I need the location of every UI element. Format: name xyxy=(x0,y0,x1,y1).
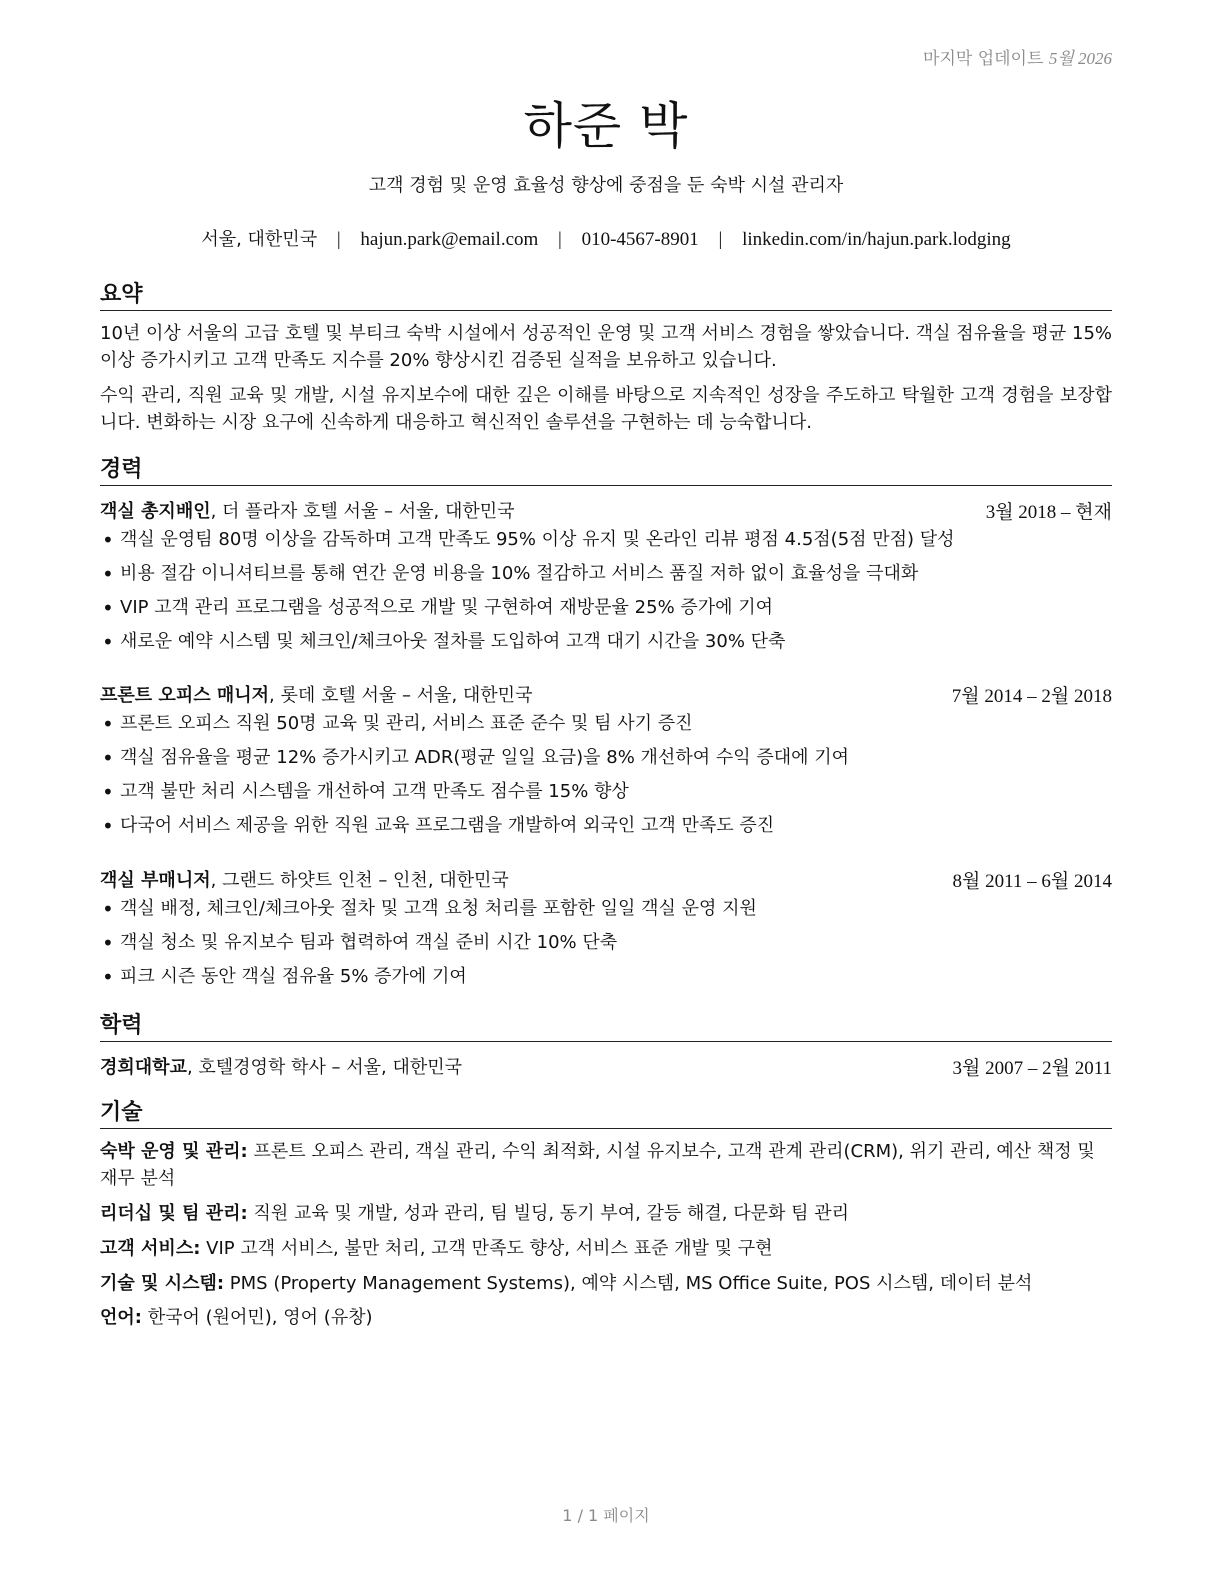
job-bullet: • VIP 고객 관리 프로그램을 성공적으로 개발 및 구현하여 재방문율 25% 증가에 기여 xyxy=(100,597,1112,631)
job-bullet: • 새로운 예약 시스템 및 체크인/체크아웃 절차를 도입하여 고객 대기 시간을 30% 단축 xyxy=(100,631,1112,665)
education-school: 경희대학교 xyxy=(100,1057,187,1078)
job-bullet: • 비용 절감 이니셔티브를 통해 연간 운영 비용을 10% 절감하고 서비스 품질 저하 없이 효율성을 극대화 xyxy=(100,563,1112,597)
section-title-experience: 경력 xyxy=(100,452,1112,486)
last-updated-label: 마지막 업데이트 xyxy=(923,49,1044,69)
skill-line xyxy=(100,1304,1112,1331)
job-title-org xyxy=(100,681,532,708)
skill-value: VIP 고객 서비스, 불만 처리, 고객 만족도 향상, 서비스 표준 개발 및 구현 xyxy=(200,1238,773,1259)
job-title-org xyxy=(100,497,515,524)
section-title-skills: 기술 xyxy=(100,1095,1112,1129)
job-org: , 롯데 호텔 서울 – 서울, 대한민국 xyxy=(269,685,533,706)
job-org: , 더 플라자 호텔 서울 – 서울, 대한민국 xyxy=(210,501,515,522)
job-header xyxy=(100,681,1112,708)
education-entry xyxy=(100,1053,1112,1080)
skill-label: 기술 및 시스템: xyxy=(100,1273,225,1294)
job-bullet: • 객실 운영팀 80명 이상을 감독하며 고객 만족도 95% 이상 유지 및 온라인 리뷰 평점 4.5점(5점 만점) 달성 xyxy=(100,529,1112,563)
skill-line xyxy=(100,1200,1112,1227)
candidate-tagline: 고객 경험 및 운영 효율성 향상에 중점을 둔 숙박 시설 관리자 xyxy=(368,175,844,196)
contact-linkedin[interactable]: linkedin.com/in/hajun.park.lodging xyxy=(742,229,1011,250)
skill-label: 리더십 및 팀 관리: xyxy=(100,1203,248,1224)
skill-label: 언어: xyxy=(100,1307,142,1328)
skill-line xyxy=(100,1138,1112,1192)
contact-line xyxy=(100,225,1112,251)
job-role: 객실 부매니저 xyxy=(100,870,211,891)
last-updated xyxy=(923,44,1112,69)
education-dates: 3월 2007 – 2월 2011 xyxy=(952,1058,1112,1079)
job-bullets xyxy=(100,898,1112,1000)
contact-email[interactable]: hajun.park@email.com xyxy=(360,229,539,250)
section-title-education: 학력 xyxy=(100,1008,1112,1042)
job-dates: 3월 2018 – 현재 xyxy=(985,502,1112,523)
job-bullet: • 다국어 서비스 제공을 위한 직원 교육 프로그램을 개발하여 외국인 고객 만족도 증진 xyxy=(100,815,1112,849)
skill-value: 한국어 (원어민), 영어 (유창) xyxy=(141,1307,373,1328)
resume-page xyxy=(100,0,1112,1584)
job-header xyxy=(100,866,1112,893)
job-bullet: • 고객 불만 처리 시스템을 개선하여 고객 만족도 점수를 15% 향상 xyxy=(100,781,1112,815)
page-number: 1 / 1 페이지 xyxy=(562,1506,650,1525)
job-dates: 8월 2011 – 6월 2014 xyxy=(952,871,1112,892)
contact-separator: | xyxy=(718,229,723,250)
candidate-name: 하준 박 xyxy=(523,97,689,155)
job-role: 프론트 오피스 매니저 xyxy=(100,685,270,706)
contact-location: 서울, 대한민국 xyxy=(201,229,318,250)
job-bullet: • 객실 배정, 체크인/체크아웃 절차 및 고객 요청 처리를 포함한 일일 객실 운영 지원 xyxy=(100,898,1112,932)
skill-value: PMS (Property Management Systems), 예약 시스템, MS Office Suite, POS 시스템, 데이터 분석 xyxy=(224,1273,1033,1294)
education-school-detail xyxy=(100,1053,462,1080)
skill-label: 숙박 운영 및 관리: xyxy=(100,1141,248,1162)
skill-line xyxy=(100,1270,1112,1297)
job-role: 객실 총지배인 xyxy=(100,501,211,522)
job-bullet: • 객실 점유율을 평균 12% 증가시키고 ADR(평균 일일 요금)을 8% 개선하여 수익 증대에 기여 xyxy=(100,747,1112,781)
summary-paragraph: 수익 관리, 직원 교육 및 개발, 시설 유지보수에 대한 깊은 이해를 바탕으로 지속적인 성장을 주도하고 탁월한 고객 경험을 보장합니다. 변화하는 시장 요구에 신속하게 대응하고 혁신적인 솔루션을 구현하는 데 능숙합니다. xyxy=(100,385,1112,433)
skill-label: 고객 서비스: xyxy=(100,1238,201,1259)
contact-separator: | xyxy=(558,229,562,250)
job-bullets xyxy=(100,529,1112,665)
job-bullet: • 객실 청소 및 유지보수 팀과 협력하여 객실 준비 시간 10% 단축 xyxy=(100,932,1112,966)
job-header xyxy=(100,497,1112,524)
job-dates: 7월 2014 – 2월 2018 xyxy=(951,686,1112,707)
skill-value: 직원 교육 및 개발, 성과 관리, 팀 빌딩, 동기 부여, 갈등 해결, 다문화 팀 관리 xyxy=(247,1203,850,1224)
contact-separator: | xyxy=(336,229,341,250)
job-bullet: • 피크 시즌 동안 객실 점유율 5% 증가에 기여 xyxy=(100,966,1112,1000)
job-bullets xyxy=(100,713,1112,849)
education-detail: , 호텔경영학 학사 – 서울, 대한민국 xyxy=(186,1057,463,1078)
job-title-org xyxy=(100,866,509,893)
section-title-summary: 요약 xyxy=(100,277,1112,311)
skill-value: 프론트 오피스 관리, 객실 관리, 수익 최적화, 시설 유지보수, 고객 관계 관리(CRM), 위기 관리, 예산 책정 및 재무 분석 xyxy=(100,1141,1095,1189)
job-org: , 그랜드 하얏트 인천 – 인천, 대한민국 xyxy=(210,870,509,891)
skill-line xyxy=(100,1235,1112,1262)
last-updated-date: 5월 2026 xyxy=(1048,49,1112,68)
contact-phone: 010-4567-8901 xyxy=(581,229,699,250)
summary-paragraph: 10년 이상 서울의 고급 호텔 및 부티크 숙박 시설에서 성공적인 운영 및 고객 서비스 경험을 쌓았습니다. 객실 점유율을 평균 15% 이상 증가시키고 고객 만족도 지수를 20% 향상시킨 검증된 실적을 보유하고 있습니다. xyxy=(100,323,1112,371)
job-bullet: • 프론트 오피스 직원 50명 교육 및 관리, 서비스 표준 준수 및 팀 사기 증진 xyxy=(100,713,1112,747)
